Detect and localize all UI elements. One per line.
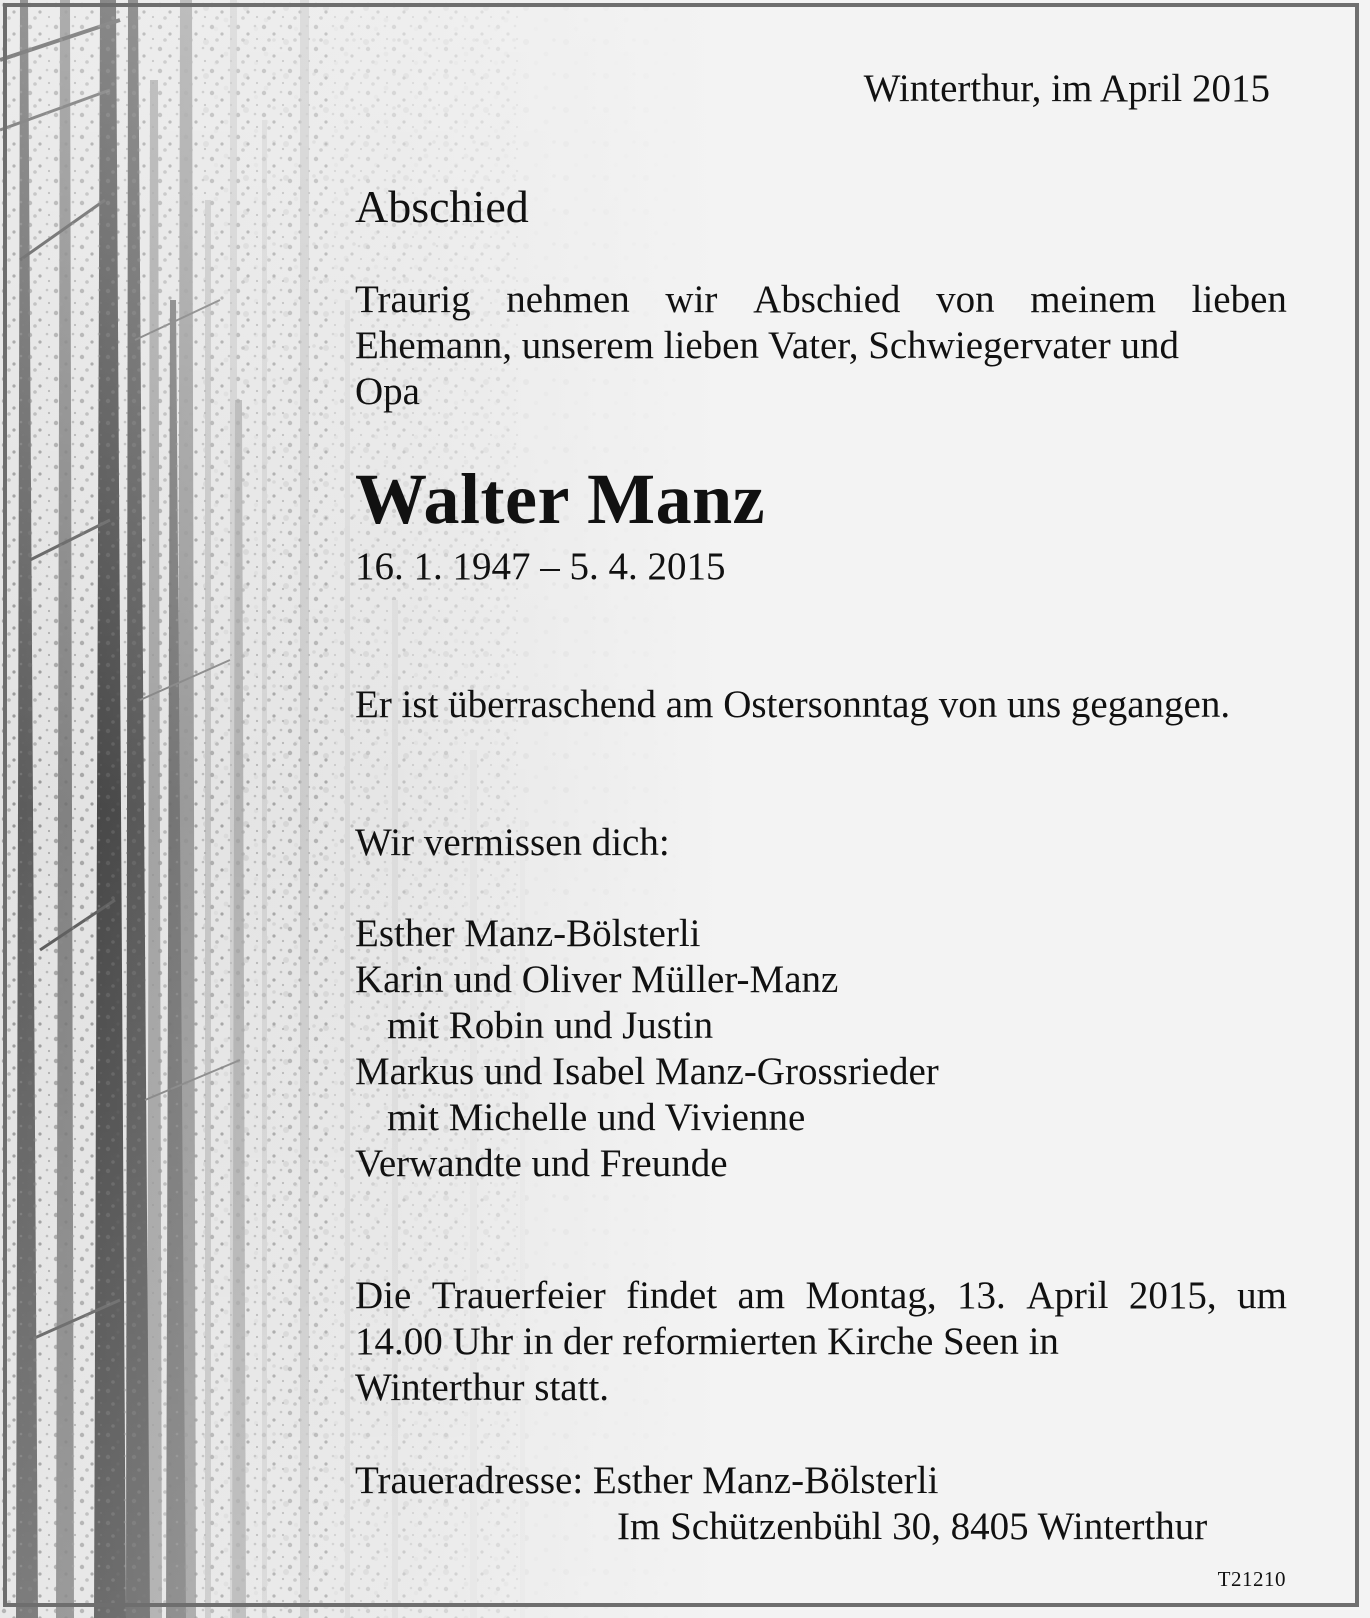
missing-statement: Wir vermissen dich: <box>355 821 670 864</box>
intro-word: nehmen <box>506 278 630 321</box>
funeral-word: 2015, <box>1128 1274 1217 1317</box>
address-street-line: Im Schützenbühl 30, 8405 Winterthur <box>617 1505 1208 1548</box>
funeral-word: um <box>1237 1274 1287 1317</box>
intro-line-2: Ehemann, unserem lieben Vater, Schwiegervater und <box>355 324 1180 367</box>
funeral-word: Die <box>355 1274 412 1317</box>
intro-line-3: Opa <box>355 370 420 413</box>
mourner-line: Esther Manz-Bölsterli <box>355 912 701 955</box>
passing-statement: Er ist überraschend am Ostersonntag von uns gegangen. <box>355 683 1231 726</box>
funeral-word: findet <box>626 1274 718 1317</box>
funeral-word: 13. <box>957 1274 1006 1317</box>
mourner-line: mit Robin und Justin <box>387 1004 714 1047</box>
intro-word: lieben <box>1191 278 1287 321</box>
funeral-line-3: Winterthur statt. <box>355 1366 610 1409</box>
mourner-line: Markus und Isabel Manz-Grossrieder <box>355 1050 939 1093</box>
intro-word: von <box>936 278 995 321</box>
mourners-list <box>355 911 939 1187</box>
mourning-address <box>355 1458 1207 1550</box>
deceased-name: Walter Manz <box>355 459 766 539</box>
intro-word: Traurig <box>355 278 471 321</box>
life-dates: 16. 1. 1947 – 5. 4. 2015 <box>355 545 726 588</box>
mourner-line: mit Michelle und Vivienne <box>387 1096 806 1139</box>
funeral-word: Montag, <box>805 1274 937 1317</box>
funeral-word: April <box>1026 1274 1109 1317</box>
funeral-line-2: 14.00 Uhr in der reformierten Kirche Seen in <box>355 1320 1059 1363</box>
intro-word: meinem <box>1030 278 1156 321</box>
reference-code: T21210 <box>1217 1567 1286 1591</box>
intro-word: wir <box>665 278 718 321</box>
intro-paragraph <box>355 277 1287 415</box>
address-label-line: Traueradresse: Esther Manz-Bölsterli <box>355 1459 939 1502</box>
funeral-line-1 <box>355 1273 1287 1319</box>
intro-line-1 <box>355 277 1287 323</box>
funeral-paragraph <box>355 1273 1287 1411</box>
funeral-word: Trauerfeier <box>431 1274 606 1317</box>
funeral-word: am <box>737 1274 786 1317</box>
notice-heading: Abschied <box>355 181 529 232</box>
place-and-date: Winterthur, im April 2015 <box>863 67 1270 110</box>
mourner-line: Verwandte und Freunde <box>355 1142 728 1185</box>
mourner-line: Karin und Oliver Müller-Manz <box>355 958 839 1001</box>
intro-word: Abschied <box>753 278 901 321</box>
